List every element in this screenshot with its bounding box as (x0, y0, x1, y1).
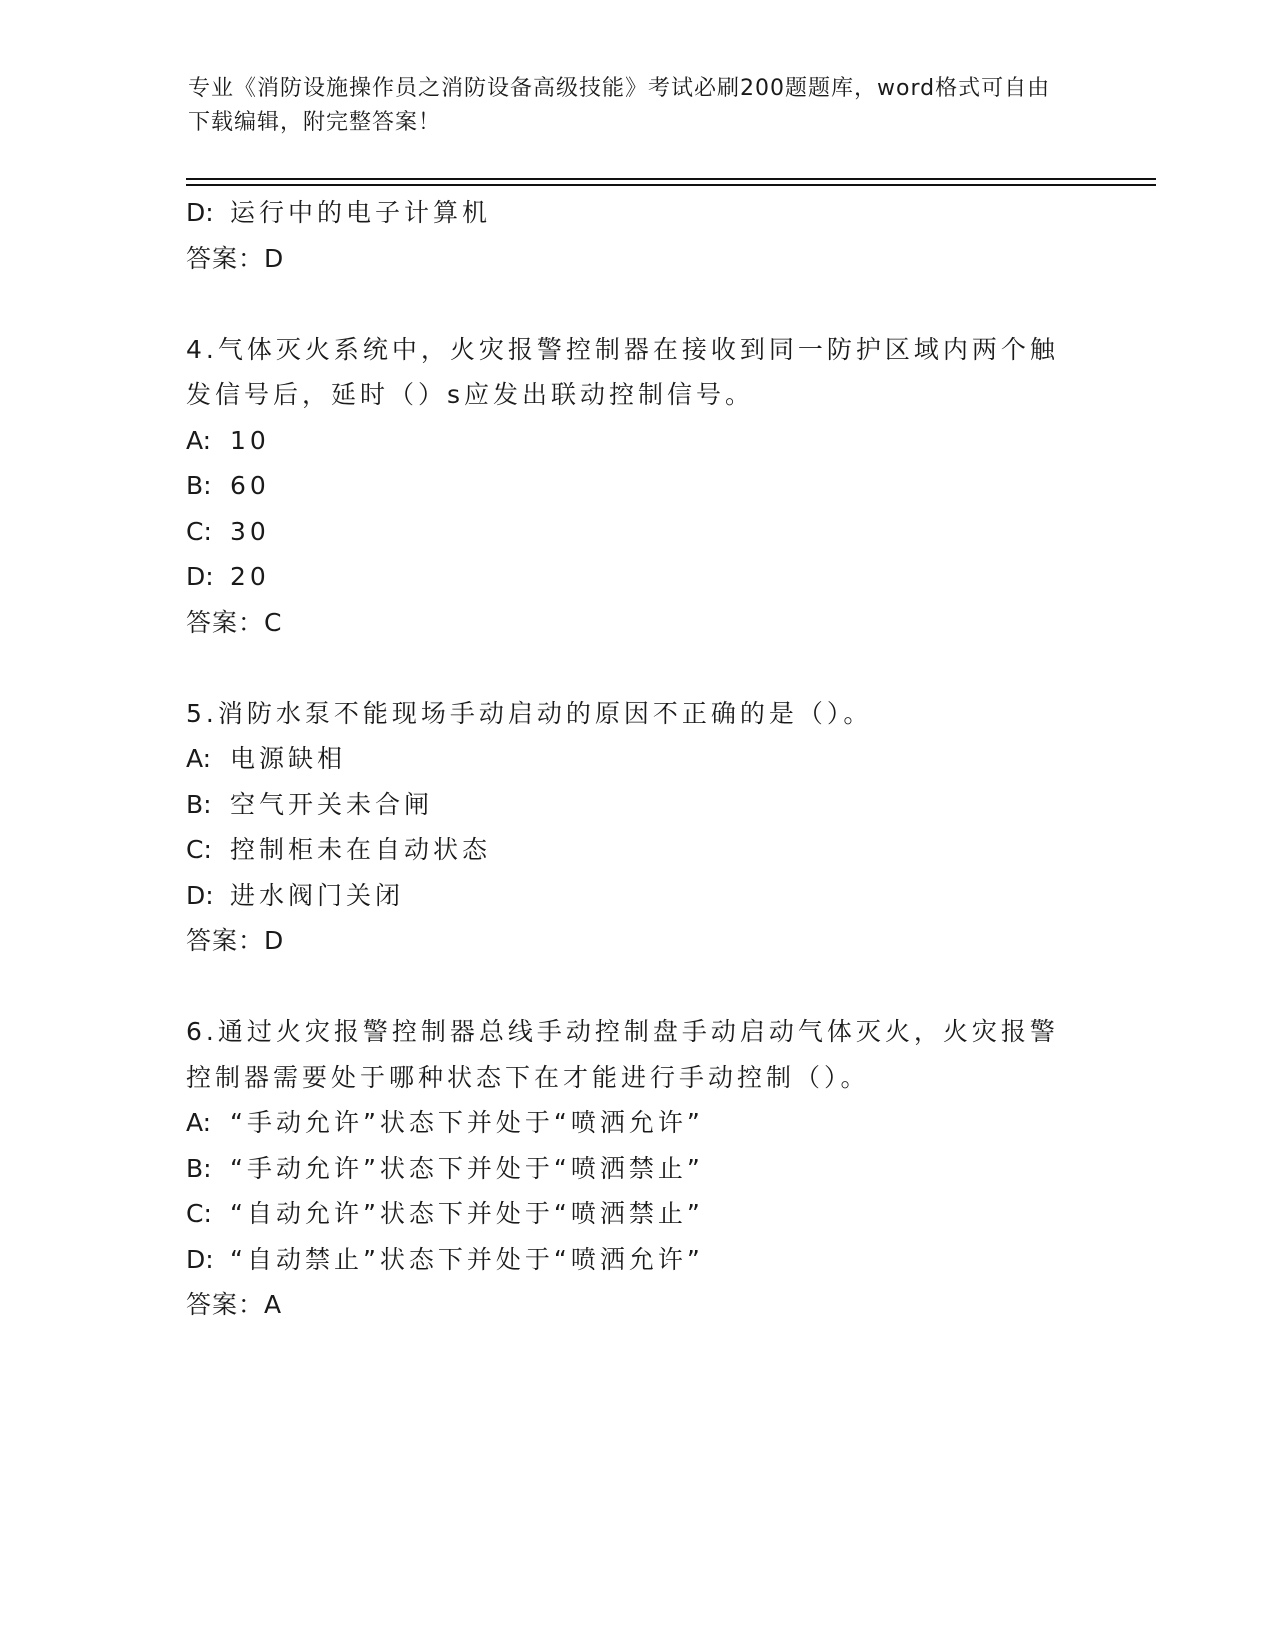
option-d (186, 873, 1066, 919)
option-label: D: (186, 880, 214, 910)
option-label: C: (186, 516, 212, 546)
question-block-4 (186, 327, 1066, 646)
option-c (186, 1191, 1066, 1237)
option-label: B: (186, 471, 212, 500)
option-text: 空气开关未合闸 (230, 789, 434, 819)
option-label: A: (186, 1108, 212, 1137)
option-label: D: (186, 562, 214, 591)
answer-line: 答案：D (186, 926, 285, 955)
option-text: 控制柜未在自动状态 (230, 835, 492, 864)
header-rule-bottom (186, 184, 1156, 186)
option-label: D: (186, 1244, 214, 1274)
option-label: B: (186, 1153, 212, 1183)
option-text: 20 (230, 562, 270, 591)
option-d (186, 1237, 1066, 1283)
question-block-5 (186, 691, 1066, 964)
option-label: A: (186, 425, 212, 455)
option-label: D: (186, 198, 214, 227)
spacer (186, 645, 1066, 691)
option-label: A: (186, 744, 212, 773)
spacer (186, 281, 1066, 327)
header-rule-top (186, 178, 1156, 180)
option-text: 电源缺相 (230, 744, 347, 773)
document-body (186, 190, 1066, 1328)
option-text: “手动允许”状态下并处于“喷洒允许” (230, 1108, 704, 1137)
option-a (186, 418, 1066, 464)
option-label: B: (186, 789, 212, 819)
answer-line: 答案：A (186, 1290, 283, 1319)
option-text: 30 (230, 516, 270, 546)
option-text: “手动允许”状态下并处于“喷洒禁止” (230, 1153, 704, 1183)
option-text: 10 (230, 425, 270, 455)
option-c (186, 509, 1066, 555)
option-a (186, 736, 1066, 782)
option-b (186, 1146, 1066, 1192)
option-c (186, 827, 1066, 873)
document-header (188, 72, 1068, 140)
option-d (186, 554, 1066, 600)
answer-line: 答案：D (186, 243, 285, 273)
question-block-partial (186, 190, 1066, 281)
spacer (186, 964, 1066, 1010)
option-d (186, 190, 1066, 236)
option-text: 进水阀门关闭 (230, 880, 405, 910)
option-label: C: (186, 1199, 212, 1228)
question-text: 4.气体灭火系统中，火灾报警控制器在接收到同一防护区域内两个触发信号后，延时（）s应发出联动控制信号。 (186, 334, 1059, 409)
question-text: 5.消防水泵不能现场手动启动的原因不正确的是（）。 (186, 698, 873, 728)
option-b (186, 463, 1066, 509)
option-label: C: (186, 835, 212, 864)
option-text: 60 (230, 471, 270, 500)
option-text: “自动禁止”状态下并处于“喷洒允许” (230, 1244, 704, 1274)
option-a (186, 1100, 1066, 1146)
option-b (186, 782, 1066, 828)
option-text: “自动允许”状态下并处于“喷洒禁止” (230, 1199, 704, 1228)
question-block-6 (186, 1009, 1066, 1328)
question-text: 6.通过火灾报警控制器总线手动控制盘手动启动气体灭火，火灾报警控制器需要处于哪种状态下在才能进行手动控制（）。 (186, 1017, 1059, 1092)
header-title: 专业《消防设施操作员之消防设备高级技能》考试必刷200题题库，word格式可自由下载编辑，附完整答案！ (188, 76, 1051, 135)
answer-line: 答案：C (186, 607, 283, 637)
option-text: 运行中的电子计算机 (230, 198, 492, 227)
